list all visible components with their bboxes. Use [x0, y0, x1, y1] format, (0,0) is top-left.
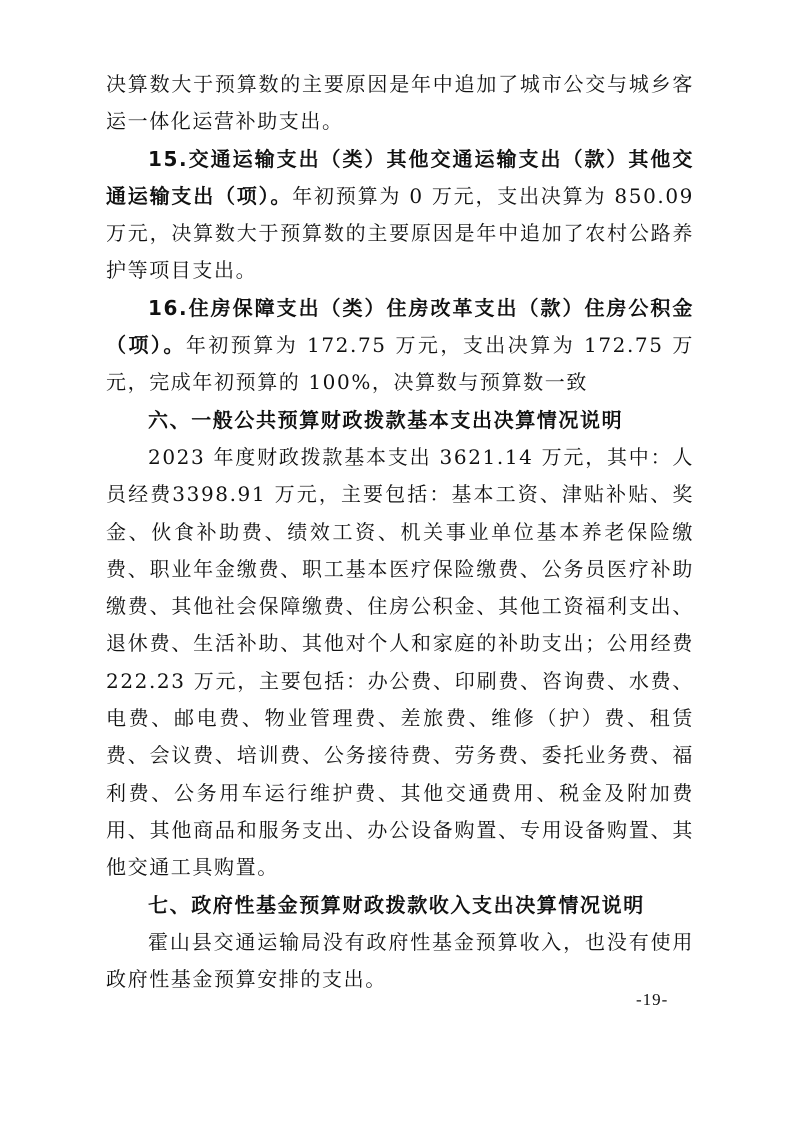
item-heading: 15.交通运输支出（类）其他交通运输支出（款）其他交通运输支出（项）。: [106, 146, 694, 208]
document-body: [106, 66, 694, 998]
paragraph-item-15: [106, 141, 694, 290]
paragraph-text: 年初预算为 172.75 万元，支出决算为 172.75 万元，完成年初预算的 100%，决算数与预算数一致: [106, 333, 695, 395]
section-heading-7: [106, 887, 694, 924]
paragraph-fund-budget: [106, 924, 694, 999]
section-heading: 六、一般公共预算财政拨款基本支出决算情况说明: [148, 407, 624, 432]
section-heading-6: [106, 402, 694, 439]
paragraph-text: 2023 年度财政拨款基本支出 3621.14 万元，其中：人员经费3398.91 万元，主要包括：基本工资、津贴补贴、奖金、伙食补助费、绩效工资、机关事业单位基本养老保险缴费、职业年金缴费、职工基本医疗保险缴费、公务员医疗补助缴费、其他社会保障缴费、住房公积金、其他工资福利支出、退休费、生活补助、其他对个人和家庭的补助支出；公用经费 222.23 万元，主要包括：办公费、印刷费、咨询费、水费、电费、邮电费、物业管理费、差旅费、维修（护）费、租赁费、会议费、培训费、公务接待费、劳务费、委托业务费、福利费、公务用车运行维护费、其他交通费用、税金及附加费用、其他商品和服务支出、办公设备购置、专用设备购置、其他交通工具购置。: [106, 444, 694, 880]
paragraph-basic-expenditure: [106, 439, 694, 887]
paragraph-text: 年初预算为 0 万元，支出决算为 850.09 万元，决算数大于预算数的主要原因是年中追加了农村公路养护等项目支出。: [106, 183, 695, 283]
item-heading: 16.住房保障支出（类）住房改革支出（款）住房公积金（项）。: [106, 295, 694, 358]
page-number: -19-: [636, 990, 669, 1009]
paragraph-continuation: [106, 66, 694, 141]
section-heading: 七、政府性基金预算财政拨款收入支出决算情况说明: [148, 892, 645, 917]
paragraph-text: 决算数大于预算数的主要原因是年中追加了城市公交与城乡客运一体化运营补助支出。: [106, 72, 694, 134]
paragraph-item-16: [106, 290, 694, 402]
paragraph-text: 霍山县交通运输局没有政府性基金预算收入，也没有使用政府性基金预算安排的支出。: [106, 929, 694, 992]
